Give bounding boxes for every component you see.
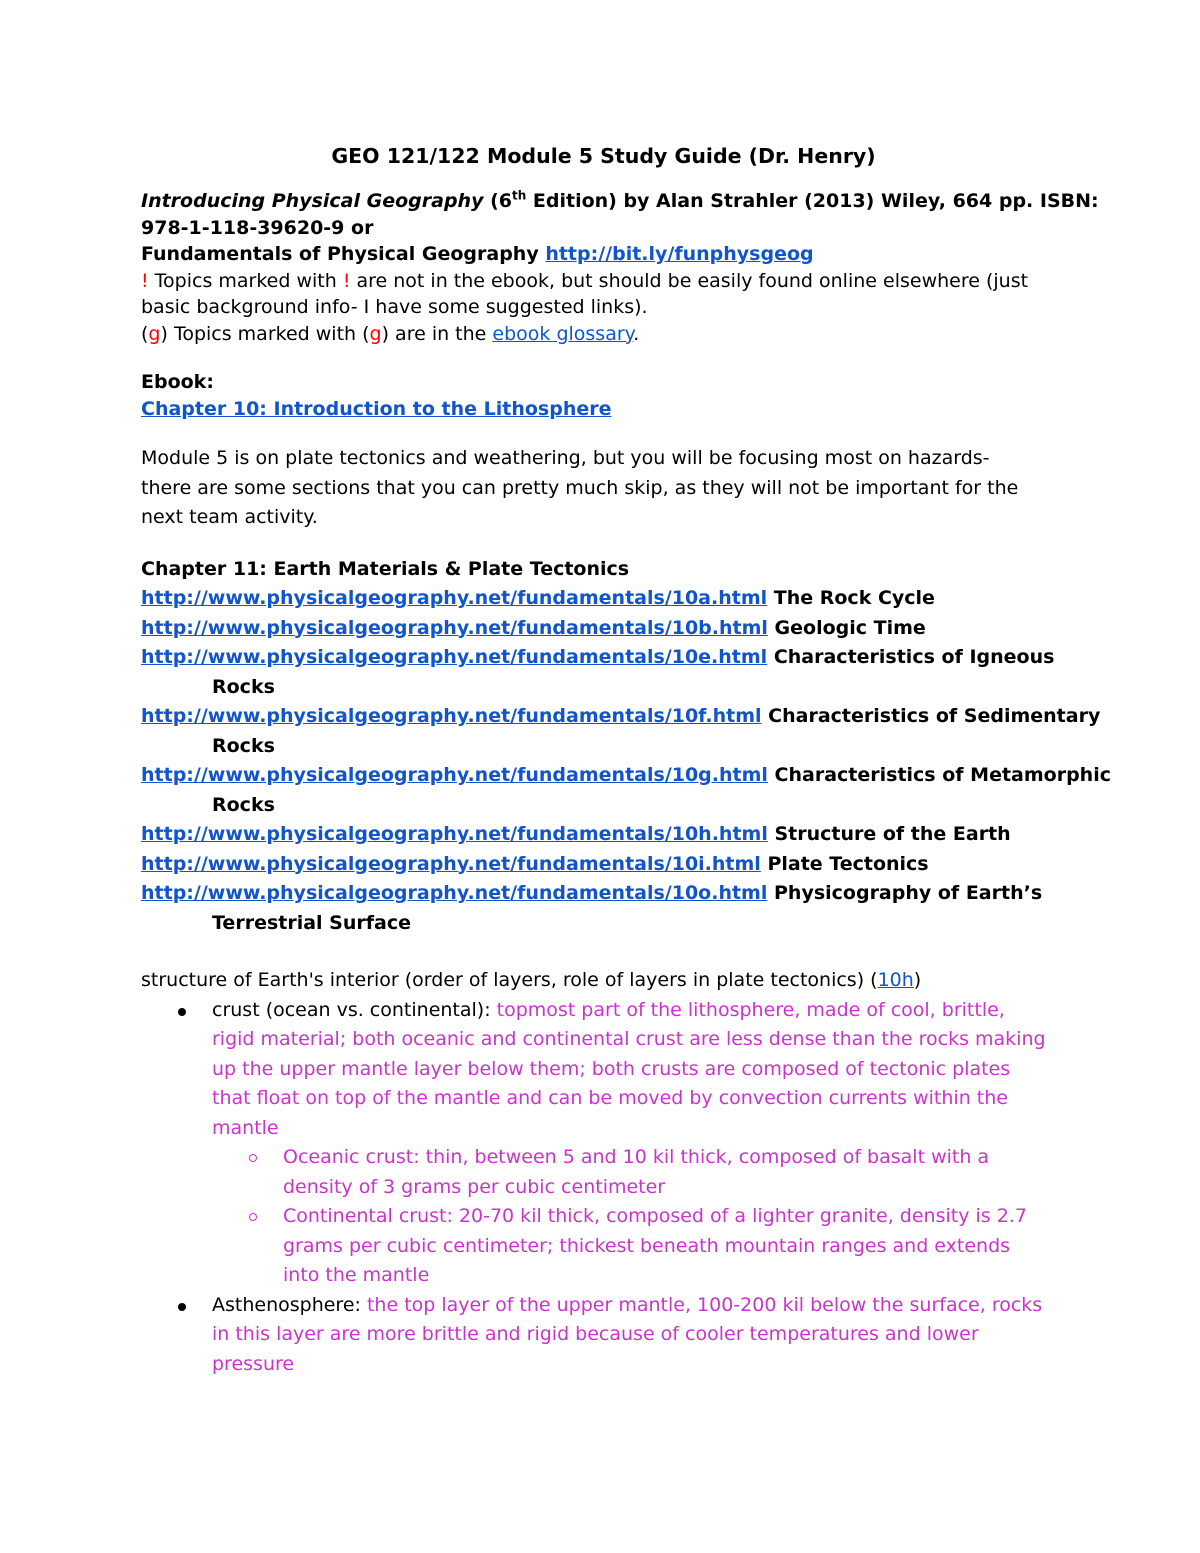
glossary-note xyxy=(141,321,1066,348)
book1-edition-sup: th xyxy=(512,188,527,203)
resource-link[interactable]: http://www.physicalgeography.net/fundamentals/10f.html xyxy=(141,705,762,727)
continental-text: into the mantle xyxy=(283,1264,430,1286)
page-title: GEO 121/122 Module 5 Study Guide (Dr. Henry) xyxy=(331,144,876,168)
book1-line xyxy=(141,188,1099,215)
glossary-paren-2: ( xyxy=(362,322,370,345)
list-item-crust xyxy=(141,996,1066,1291)
intro-line-2: there are some sections that you can pretty much skip, as they will not be important for the xyxy=(141,476,1019,499)
book1-isbn: 978-1-118-39620-9 or xyxy=(141,216,374,239)
ebook-glossary-link[interactable]: ebook glossary xyxy=(492,322,634,345)
book2-title: Fundamentals of Physical Geography xyxy=(141,243,546,265)
resource-label-cont: Terrestrial Surface xyxy=(212,911,411,934)
resource-label: Characteristics of Metamorphic xyxy=(767,764,1111,786)
crust-label: crust (ocean vs. continental): xyxy=(212,998,497,1021)
crust-desc: that float on top of the mantle and can be moved by convection currents within the xyxy=(212,1087,1008,1109)
intro-line-1: Module 5 is on plate tectonics and weathering, but you will be focusing most on hazards- xyxy=(141,447,990,469)
glossary-note-text: Topics marked with xyxy=(167,322,363,345)
glossary-paren-close-2: ) xyxy=(381,322,390,345)
resource-link[interactable]: http://www.physicalgeography.net/fundamentals/10i.html xyxy=(141,852,761,875)
resource-link-row xyxy=(141,584,1066,614)
resource-label: Physicography of Earth’s xyxy=(767,882,1043,904)
circle-bullet-icon xyxy=(249,1213,257,1221)
document-body xyxy=(141,140,1111,1379)
glossary-mark-2: g xyxy=(369,322,382,345)
resource-link-row xyxy=(141,702,1101,732)
list-item-continental xyxy=(212,1202,1066,1291)
resource-link[interactable]: http://www.physicalgeography.net/fundamentals/10h.html xyxy=(141,823,768,845)
glossary-period: . xyxy=(633,322,640,345)
resource-link[interactable]: http://www.physicalgeography.net/fundamentals/10e.html xyxy=(141,646,768,668)
structure-lead-text: structure of Earth's interior (order of layers, role of layers in plate tectonics) ( xyxy=(141,969,878,991)
oceanic-text: density of 3 grams per cubic centimeter xyxy=(283,1175,666,1198)
resource-label: Plate Tectonics xyxy=(760,852,929,875)
excl-note-text: Topics marked with xyxy=(148,269,343,292)
glossary-mark: g xyxy=(148,322,161,345)
excl-mark: ! xyxy=(141,269,149,292)
glossary-note-text-2: are in the xyxy=(389,322,493,345)
crust-desc: rigid material; both oceanic and continental crust are less dense than the rocks making xyxy=(212,1028,1046,1050)
book2-line xyxy=(141,241,1066,268)
resource-label-cont: Rocks xyxy=(212,734,275,757)
bullet-icon xyxy=(178,1008,186,1016)
resource-link-row xyxy=(141,879,1066,909)
crust-sublist xyxy=(212,1143,1066,1291)
excl-note xyxy=(141,268,1066,295)
asthenosphere-label: Asthenosphere: xyxy=(212,1293,367,1316)
book1-title: Introducing Physical Geography xyxy=(141,190,484,212)
resource-link-row xyxy=(141,850,1066,880)
resource-link[interactable]: http://www.physicalgeography.net/fundamentals/10a.html xyxy=(141,587,768,609)
list-item-oceanic xyxy=(212,1143,1066,1202)
structure-10h-link[interactable]: 10h xyxy=(877,969,914,991)
book1-edition: (6 xyxy=(483,190,512,212)
resource-label: Geologic Time xyxy=(767,616,926,639)
excl-mark-inline: ! xyxy=(342,269,351,292)
resource-link-row xyxy=(141,820,1066,850)
excl-note-line2: basic background info- I have some suggested links). xyxy=(141,296,648,318)
continental-text: grams per cubic centimeter; thickest beneath mountain ranges and extends xyxy=(283,1234,1011,1257)
intro-line-3: next team activity. xyxy=(141,506,318,528)
ebook-heading: Ebook: xyxy=(141,371,214,393)
oceanic-text: Oceanic crust: thin, between 5 and 10 kil thick, composed of basalt with a xyxy=(283,1146,990,1168)
glossary-paren: ( xyxy=(141,322,149,345)
resource-link[interactable]: http://www.physicalgeography.net/fundamentals/10g.html xyxy=(141,764,768,786)
resource-label-cont: Rocks xyxy=(212,793,275,816)
resource-link-row xyxy=(141,761,1111,791)
glossary-paren-close: ) xyxy=(160,322,168,345)
resource-label-cont: Rocks xyxy=(212,675,275,698)
continental-text: Continental crust: 20-70 kil thick, composed of a lighter granite, density is 2.7 xyxy=(283,1205,1027,1227)
resource-label: Characteristics of Igneous xyxy=(767,646,1055,668)
structure-lead xyxy=(141,966,1066,996)
resource-link[interactable]: http://www.physicalgeography.net/fundamentals/10o.html xyxy=(141,882,768,904)
book2-link[interactable]: http://bit.ly/funphysgeog xyxy=(545,243,814,265)
circle-bullet-icon xyxy=(249,1154,257,1162)
resource-label: The Rock Cycle xyxy=(767,587,935,609)
crust-desc: topmost part of the lithosphere, made of cool, brittle, xyxy=(496,998,1005,1021)
crust-desc: mantle xyxy=(212,1116,279,1139)
chapter11-heading: Chapter 11: Earth Materials & Plate Tectonics xyxy=(141,557,630,580)
structure-lead-close: ) xyxy=(913,969,922,991)
crust-desc: up the upper mantle layer below them; both crusts are composed of tectonic plates xyxy=(212,1057,1011,1080)
resource-link[interactable]: http://www.physicalgeography.net/fundamentals/10b.html xyxy=(141,616,768,639)
chapter10-link[interactable]: Chapter 10: Introduction to the Lithosphere xyxy=(141,397,612,420)
asthenosphere-desc: in this layer are more brittle and rigid because of cooler temperatures and lower xyxy=(212,1323,979,1345)
resource-link-row xyxy=(141,614,1066,644)
list-item-asthenosphere xyxy=(141,1291,1066,1380)
resource-link-row xyxy=(141,643,1066,673)
resource-label: Structure of the Earth xyxy=(767,823,1011,845)
resource-label: Characteristics of Sedimentary xyxy=(761,705,1101,727)
bullet-icon xyxy=(178,1303,186,1311)
excl-note-text-cont: are not in the ebook, but should be easily found online elsewhere (just xyxy=(350,269,1029,292)
structure-list xyxy=(141,996,1066,1380)
asthenosphere-desc: pressure xyxy=(212,1352,295,1375)
asthenosphere-desc: the top layer of the upper mantle, 100-200 kil below the surface, rocks xyxy=(366,1293,1043,1316)
book1-publisher: Edition) by Alan Strahler (2013) Wiley, 664 pp. ISBN: xyxy=(526,190,1099,212)
